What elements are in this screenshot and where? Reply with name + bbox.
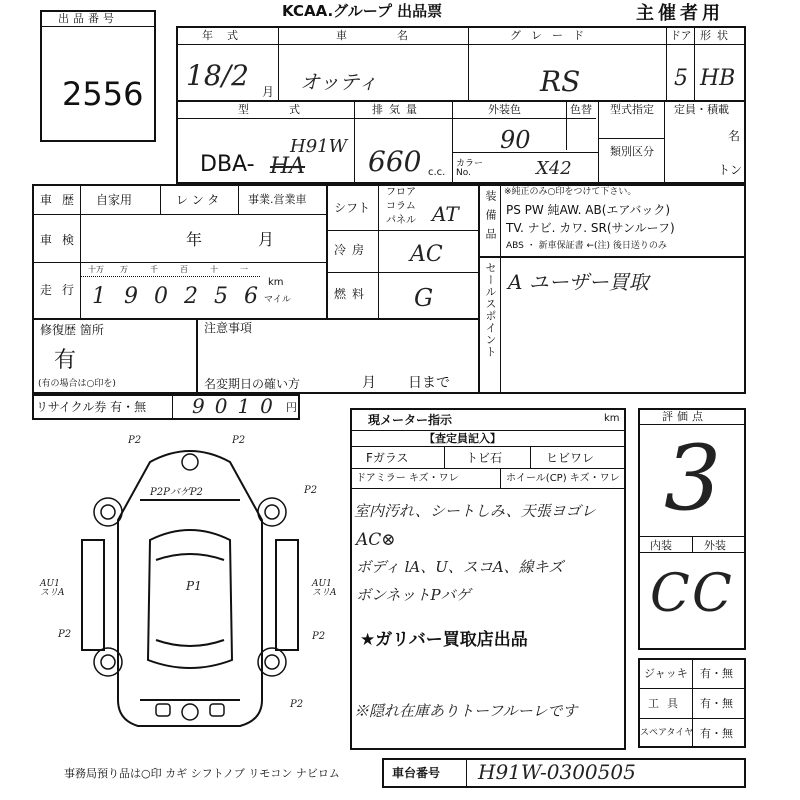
interior-label: 内装 — [650, 539, 672, 552]
digit-label: 十万 — [88, 265, 104, 274]
displacement-value: 660 — [368, 145, 422, 178]
inspector-section-label: 【査定員記入】 — [424, 432, 501, 445]
displacement-label: 排気量 — [372, 103, 423, 116]
shift-option: パネル — [386, 215, 416, 226]
meter-label: 現メーター指示 — [368, 413, 453, 427]
shift-label: シフト — [334, 201, 371, 215]
cc-unit: c.c. — [428, 167, 446, 178]
equipment-note: ※純正のみ○印をつけて下さい。 — [504, 187, 637, 197]
private-use-option: 自家用 — [96, 193, 133, 207]
color-value: 90 — [500, 126, 531, 154]
spare-yes-no: 有・無 — [700, 727, 733, 740]
digit-label: 千 — [150, 265, 158, 274]
mileage-digit: 6 — [244, 284, 258, 309]
score-value: 3 — [664, 426, 722, 531]
mileage-label: 走行 — [40, 283, 85, 297]
shape-value: HB — [700, 66, 736, 91]
month-unit: 月 — [262, 85, 275, 99]
history-label: 車歴 — [40, 193, 85, 207]
mileage-digit: 1 — [92, 284, 106, 309]
model-struck: HA — [270, 154, 306, 179]
shift-option: フロア — [386, 187, 416, 198]
equipment-line: TV. ナビ. カワ. SR(サンルーフ) — [506, 221, 675, 235]
digit-label: 十 — [210, 265, 218, 274]
inspector-note-line: 室内汚れ、シートしみ、天張ヨゴレ — [354, 502, 596, 520]
lot-number-label: 出品番号 — [58, 12, 118, 25]
wheel-label: ホイール(CP) キズ・ワレ — [506, 473, 620, 484]
deadline-day-unit: 日まで — [408, 375, 450, 391]
organizer-label: 主催者用 — [636, 3, 724, 24]
tools-label: 工具 — [648, 697, 686, 710]
printed-note: ★ガリバー買取店出品 — [360, 630, 528, 650]
damage-mark: AU1 スリA — [40, 579, 65, 598]
car-name-value: オッティ — [300, 70, 378, 94]
mileage-digit: 9 — [124, 284, 138, 309]
grade-value: RS — [540, 65, 581, 98]
shape-label: 形状 — [700, 29, 734, 42]
door-mirror-label: ドアミラー キズ・ワレ — [356, 473, 459, 484]
damage-mark: P2PバゲP2 — [150, 487, 203, 498]
glass-label: Fガラス — [366, 451, 409, 465]
digit-label: 一 — [240, 265, 248, 274]
chassis-label: 車台番号 — [392, 766, 441, 780]
repair-note: (有の場合は○印を) — [38, 379, 116, 389]
doors-label: ドア — [670, 29, 692, 42]
repair-label: 修復歴 箇所 — [40, 323, 104, 337]
keys-note: 事務局預り品は○印 カギ シフトノブ リモコン ナビロム — [64, 767, 340, 780]
sales-point-text: A ユーザー買取 — [508, 270, 649, 294]
shift-option: コラム — [386, 201, 416, 212]
color-code-value: X42 — [536, 158, 572, 179]
deadline-label: 名変期日の確い方 — [204, 377, 301, 391]
crack-label-2: ヒビワレ — [546, 451, 595, 465]
damage-mark: AU1 スリA — [312, 579, 337, 598]
form-title: KCAA.グループ 出品票 — [282, 2, 443, 20]
damage-mark: P2 — [290, 699, 304, 710]
shift-value: AT — [432, 202, 459, 226]
model-prefix: DBA- — [200, 152, 255, 177]
damage-mark: P2 — [304, 485, 318, 496]
inspector-note-line: ボンネットPバゲ — [356, 586, 471, 604]
mileage-digit: 2 — [184, 284, 198, 309]
equipment-label: 装備品 — [484, 190, 497, 247]
inspection-year-unit: 年 — [186, 230, 203, 249]
damage-mark: P2 — [58, 629, 72, 640]
category-label: 類別区分 — [610, 145, 654, 158]
interior-value: C — [650, 564, 690, 624]
jack-yes-no: 有・無 — [700, 667, 733, 680]
persons-unit: 名 — [728, 129, 741, 143]
ac-label: 冷房 — [334, 243, 371, 257]
km-option: km — [268, 277, 284, 288]
color-change-label: 色替 — [570, 103, 592, 116]
damage-mark: P2 — [232, 435, 246, 446]
tools-yes-no: 有・無 — [700, 697, 733, 710]
meter-km-unit: km — [604, 413, 620, 424]
mile-option: マイル — [264, 295, 291, 305]
mileage-digit: 0 — [154, 284, 168, 309]
capacity-label: 定員・積載 — [674, 103, 729, 116]
recycle-yen: 円 — [286, 401, 297, 414]
exterior-label: 外装 — [704, 539, 726, 552]
fuel-value: G — [414, 284, 434, 312]
equipment-line: ABS ・ 新車保証書 ←(注) 後日送りのみ — [506, 241, 667, 251]
tons-unit: トン — [718, 163, 743, 177]
model-value: H91W — [290, 136, 348, 157]
recycle-label: リサイクル券 有・無 — [36, 400, 147, 414]
notes-label: 注意事項 — [204, 321, 253, 335]
crack-label: トビ石 — [466, 451, 503, 465]
deadline-month-unit: 月 — [362, 375, 376, 391]
score-label: 評価点 — [662, 410, 707, 423]
lot-number-value: 2556 — [62, 75, 144, 113]
digit-label: 百 — [180, 265, 188, 274]
color-code-label: カラー No. — [456, 159, 484, 178]
jack-label: ジャッキ — [644, 667, 688, 680]
doors-value: 5 — [674, 66, 688, 91]
inspector-note-line: AC⊗ — [356, 530, 396, 550]
type-designation-label: 型式指定 — [610, 103, 654, 116]
year-label: 年式 — [202, 29, 252, 42]
inspector-note-line: ボディ lA、U、スコA、線キズ — [356, 558, 564, 576]
model-label: 型式 — [238, 103, 340, 116]
year-value: 18/2 — [186, 59, 249, 92]
spare-tire-label: スペアタイヤ — [640, 728, 694, 738]
sales-point-label: セールスポイント — [484, 262, 497, 358]
damage-mark: P1 — [186, 579, 202, 593]
rental-option: レンタ — [176, 193, 224, 207]
digit-label: 万 — [120, 265, 128, 274]
business-option: 事業.営業車 — [248, 193, 307, 206]
name-label: 車名 — [336, 29, 458, 42]
chassis-value: H91W-0300505 — [478, 760, 636, 784]
ac-value: AC — [410, 242, 443, 267]
repair-value: 有 — [54, 348, 77, 373]
recycle-amount: 9010 — [192, 394, 283, 418]
damage-mark: P2 — [128, 435, 142, 446]
inspection-month-unit: 月 — [258, 230, 275, 249]
damage-mark: P2 — [312, 631, 326, 642]
mileage-digit: 5 — [214, 284, 228, 309]
equipment-line: PS PW 純AW. AB(エアバック) — [506, 203, 671, 217]
fuel-label: 燃料 — [334, 287, 371, 301]
hand-note: ※隠れ在庫ありトーフルーレです — [354, 702, 578, 720]
color-label: 外装色 — [488, 103, 521, 116]
inspection-label: 車検 — [40, 233, 85, 247]
exterior-value: C — [692, 564, 732, 624]
grade-label: グレード — [510, 29, 594, 42]
